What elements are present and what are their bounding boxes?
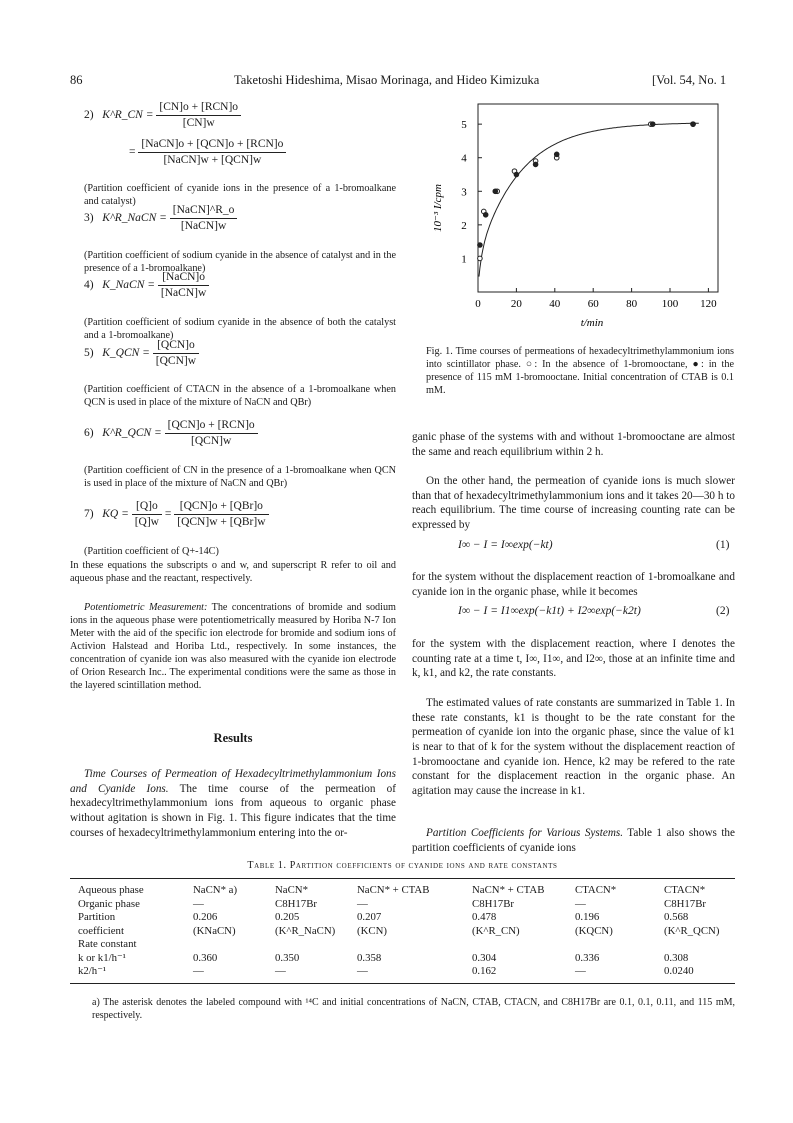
table-cell: CTACN*	[664, 884, 706, 896]
eq7-description: (Partition coefficient of Q+-14C)	[84, 546, 219, 558]
equation-2-continued: = $\frac{\text{[NaCN]o + [QCN]o + [RCN]o}}{\text{[NaCN]w + [QCN]w}}$	[129, 137, 286, 168]
table-cell: —	[193, 897, 204, 910]
table-cell: C8H17Br	[472, 897, 514, 910]
right-paragraph-3: for the system without the displacement reaction of 1-bromoalkane and cyanide ion in the organic phase, while it becomes	[412, 571, 735, 598]
data-point-filled	[493, 189, 498, 194]
figure-caption: Fig. 1. Time courses of permeations of hexadecyltrimethylammonium ions into scintillator phase. ○: In the absence of 1-bromooctane, ●: in the presence of 115 mM 1-bromooctane. Initial concentration of CTAB is 0.1 mM.	[426, 346, 734, 397]
eq-label: 2)	[84, 109, 94, 122]
table-cell: C8H17Br	[275, 897, 317, 910]
table-cell: (KNaCN)	[193, 924, 236, 937]
table-cell: —	[275, 965, 286, 977]
eq5-description: (Partition coefficient of CTACN in the absence of a 1-bromoalkane when QCN is used in place of the mixture of NaCN and QBr)	[84, 384, 396, 409]
table-cell: 0.478	[472, 911, 497, 923]
table-cell: —	[193, 965, 204, 977]
y-tick-label: 3	[461, 186, 467, 199]
equation-2-rate: I∞ − I = I1∞exp(−k1t) + I2∞exp(−k2t)	[458, 605, 641, 617]
table-title: Table 1. Partition coefficients of cyanide ions and rate constants	[247, 860, 558, 871]
right-paragraph-1: ganic phase of the systems with and without 1-bromooctane are almost the same and reach equilibrium within 2 h.	[412, 431, 735, 458]
data-point-filled	[691, 122, 696, 127]
partition-paragraph: Partition Coefficients for Various Systems. Table 1 also shows the partition coefficients of cyanide ions	[412, 827, 735, 854]
y-tick-label: 2	[461, 219, 467, 232]
table-cell: (K^R_QCN)	[664, 924, 720, 937]
table-cell: 0.196	[575, 911, 600, 923]
table-cell: 0.568	[664, 911, 689, 923]
right-paragraph-2: On the other hand, the permeation of cyanide ions is much slower than that of hexadecyltrimethylammonium ions and it takes 20—30 h to reach equilibrium. The time course of increasing counting rate can be expressed by	[412, 475, 735, 531]
eq2-description: (Partition coefficient of cyanide ions in the presence of a 1-bromoalkane and catalyst)	[84, 183, 396, 208]
y-tick-label: 4	[461, 152, 467, 165]
eq-fraction: $\frac{\text{[NaCN]o + [QCN]o + [RCN]o}}{\text{[NaCN]w + [QCN]w}}$	[138, 137, 286, 168]
table-cell: —	[575, 965, 586, 977]
right-paragraph-5: The estimated values of rate constants are summarized in Table 1. In these rate constants, k1 is thought to be the rate constant for the permeation of cyanide ion into the organic phase, since the value of k1 is near to that of k for the system without the displacement reaction of 1-bromooctane and cyanide ion. Hence, k2 may be refered to the rate constant for the displacement reaction in the organic phase. An agitation may cause the increase in k1.	[412, 697, 735, 797]
table-row	[74, 965, 730, 979]
equation-2	[84, 100, 241, 131]
x-axis-label: t/min	[580, 317, 604, 328]
equation-6: 6) K^R_QCN = $\frac{\text{[QCN]o + [RCN]o}}{\text{[QCN]w}}$	[84, 418, 258, 449]
table-cell: —	[357, 965, 368, 977]
table-cell: k2/h⁻¹	[78, 965, 107, 977]
table-cell: 0.304	[472, 951, 497, 964]
eq-fraction: $\frac{[Q]o}{[Q]w}$	[132, 499, 162, 530]
equation-1: I∞ − I = I∞exp(−kt)	[458, 539, 553, 551]
equation-5: 5) K_QCN = $\frac{\text{[QCN]o}}{\text{[QCN]w}}$	[84, 338, 199, 369]
x-tick-label: 40	[549, 298, 561, 310]
table-top-rule	[70, 878, 735, 879]
equation-3: 3) K^R_NaCN = $\frac{\text{[NaCN]\textasciicircum{}R\_o}}{\text{[NaCN]w}}$	[84, 203, 237, 234]
table-row	[74, 925, 730, 939]
table-cell: 0.0240	[664, 965, 694, 977]
table-cell	[571, 938, 660, 952]
table-bottom-rule	[70, 983, 735, 984]
table-cell	[189, 938, 271, 952]
x-tick-label: 60	[587, 298, 599, 310]
x-tick-label: 20	[510, 298, 522, 310]
equation-2-number: (2)	[716, 605, 730, 617]
volume-label: [Vol. 54, No. 1	[652, 73, 727, 87]
table-row	[74, 884, 730, 898]
table-cell: 0.358	[357, 951, 382, 964]
eq-fraction: $\frac{\text{[QCN]o}}{\text{[QCN]w}}$	[153, 338, 199, 369]
table-cell: CTACN*	[575, 884, 617, 896]
eq-fraction: $\frac{\text{[QCN]o + [QBr]o}}{\text{[QCN]w + [QBr]w}}$	[174, 499, 268, 530]
eq-fraction: $\frac{\text{[QCN]o + [RCN]o}}{\text{[QCN]w}}$	[165, 418, 258, 449]
table-cell: 0.162	[472, 965, 497, 977]
x-tick-label: 120	[700, 298, 717, 310]
data-point-open	[478, 256, 483, 261]
eq-fraction: $\frac{\text{[NaCN]o}}{\text{[NaCN]w}}$	[158, 270, 209, 301]
equation-4: 4) K_NaCN = $\frac{\text{[NaCN]o}}{\text{[NaCN]w}}$	[84, 270, 209, 301]
plot-frame	[478, 104, 718, 292]
table-row	[74, 898, 730, 912]
table-cell: Aqueous phase	[78, 884, 144, 896]
fit-curve	[479, 123, 699, 276]
y-axis-label: 10⁻³ I/cpm	[432, 184, 444, 232]
table-cell: C8H17Br	[664, 897, 706, 910]
table-cell: k or k1/h⁻¹	[78, 951, 126, 964]
potentiometric-paragraph: Potentiometric Measurement: The concentrations of bromide and sodium ions in the aqueous phase were potentiometrically measured by Horiba N-7 Ion Meter with the aid of the specific ion electrode for bromide and sodium ions of Activion Halstead and Horiba Ltd., respectively. In some instances, the concentration of cyanide ion was also measured with the cyanide ion electrode of Orion Research Inc.. The experimental conditions were the same as those in the layered scintillation method.	[70, 602, 396, 692]
table-row	[74, 952, 730, 966]
table-cell: —	[357, 897, 368, 910]
table-cell: 0.350	[275, 951, 300, 964]
table-cell: NaCN* a)	[193, 884, 238, 896]
results-table	[74, 884, 730, 979]
table-cell: Rate constant	[78, 938, 137, 950]
right-paragraph-4: for the system with the displacement reaction, where I denotes the counting rate at a time t, I∞, I1∞, and I2∞, those at an infinite time and k, k1, and k2, the rate constants.	[412, 638, 735, 680]
eq3-description: (Partition coefficient of sodium cyanide in the absence of catalyst and in the presence of a 1-bromoalkane)	[84, 250, 396, 275]
table-cell: 0.360	[193, 951, 218, 964]
x-tick-label: 80	[626, 298, 638, 310]
chart-fit-curve	[479, 123, 699, 276]
table-cell: 0.205	[275, 911, 300, 923]
table-footnote: a) The asterisk denotes the labeled compound with ¹⁴C and initial concentrations of NaCN, CTAB, CTACN, and C8H17Br are 0.1, 0.1, 0.11, and 115 mM, respectively.	[92, 997, 735, 1021]
table-cell	[353, 938, 468, 952]
eq-fraction: $\frac{\text{[CN]o + [RCN]o}}{[CN]w}$	[156, 100, 241, 131]
table-cell	[271, 938, 353, 952]
table-cell: NaCN* + CTAB	[472, 884, 545, 896]
table-cell: NaCN* + CTAB	[357, 884, 430, 896]
data-point-filled	[554, 152, 559, 157]
figure-1-chart	[432, 96, 732, 328]
running-authors: Taketoshi Hideshima, Misao Morinaga, and Hideo Kimizuka	[234, 73, 540, 87]
time-course-paragraph: Time Courses of Permeation of Hexadecyltrimethylammonium Ions and Cyanide Ions. The time course of the permeation of hexadecyltrimethylammonium ions from aqueous to organic phase without agitation is shown in Fig. 1. This figure indicates that the time courses of hexadecyltrimethylammonium entering into the or-	[70, 768, 396, 839]
equation-1-number: (1)	[716, 539, 730, 551]
eq-fraction: $\frac{\text{[NaCN]\textasciicircum{}R\_o}}{\text{[NaCN]w}}$	[170, 203, 238, 234]
y-tick-label: 1	[461, 253, 467, 266]
x-tick-label: 100	[661, 298, 679, 310]
chart-axes	[461, 104, 718, 310]
table-cell	[660, 938, 730, 952]
results-heading: Results	[213, 731, 253, 745]
table-row	[74, 911, 730, 925]
eq4-description: (Partition coefficient of sodium cyanide in the absence of both the catalyst and a 1-bromoalkane)	[84, 317, 396, 342]
table-cell: 0.207	[357, 911, 382, 923]
subscripts-paragraph: In these equations the subscripts o and w, and superscript R refer to oil and aqueous phase and the reactant, respectively.	[70, 560, 396, 585]
data-point-filled	[650, 122, 655, 127]
table-cell: (KQCN)	[575, 924, 613, 937]
table-row	[74, 938, 730, 952]
table-cell: 0.336	[575, 951, 600, 964]
data-point-filled	[483, 212, 488, 217]
table-cell: (K^R_NaCN)	[275, 924, 336, 937]
equation-7: 7) KQ = $\frac{[Q]o}{[Q]w}$ = $\frac{\text{[QCN]o + [QBr]o}}{\text{[QCN]w + [QBr]w}}$	[84, 499, 269, 530]
table-cell: NaCN*	[275, 884, 308, 896]
table-cell	[468, 938, 571, 952]
table-cell: (K^R_CN)	[472, 924, 520, 937]
page-number: 86	[70, 73, 83, 87]
table-cell: Partition	[78, 911, 116, 923]
table-cell: 0.308	[664, 951, 689, 964]
y-tick-label: 5	[461, 119, 467, 132]
data-point-filled	[514, 172, 519, 177]
data-point-filled	[533, 162, 538, 167]
chart-points	[478, 122, 696, 261]
table-cell: coefficient	[78, 924, 124, 937]
eq6-description: (Partition coefficient of CN in the presence of a 1-bromoalkane when QCN is used in place of the mixture of NaCN and QBr)	[84, 465, 396, 490]
eq-lhs: K^R_CN =	[102, 109, 154, 122]
table-cell: Organic phase	[78, 897, 140, 910]
table-cell: (KCN)	[357, 924, 387, 937]
data-point-filled	[478, 243, 483, 248]
table-cell: 0.206	[193, 911, 218, 923]
x-tick-label: 0	[475, 298, 481, 310]
table-cell: —	[575, 897, 586, 910]
